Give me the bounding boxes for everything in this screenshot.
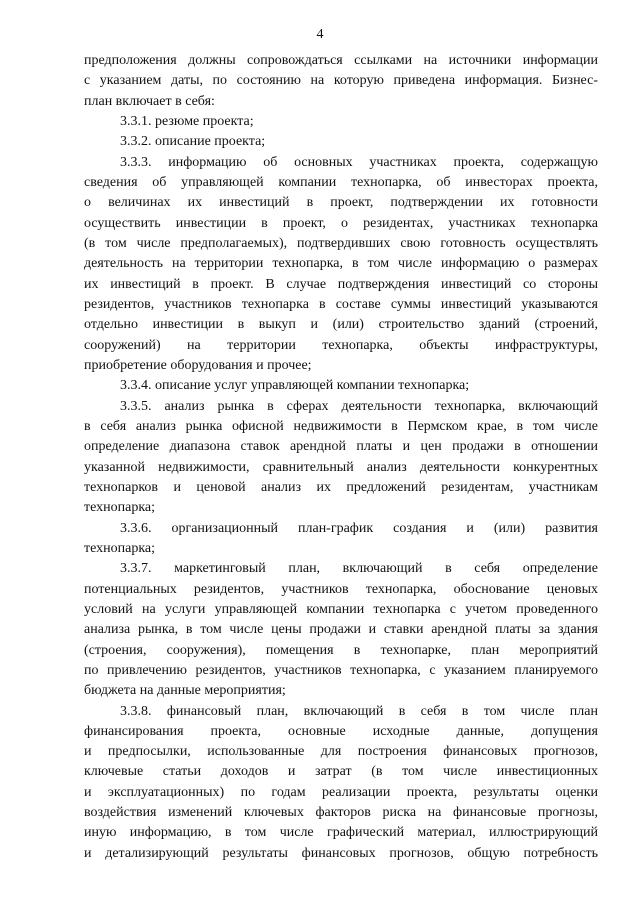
text-line: деятельность на территории технопарка, в том числе информацию о размерах — [84, 256, 598, 272]
text-line: резидентов, участников технопарка в составе суммы инвестиций указываются — [84, 296, 598, 312]
text-line: и эксплуатационных) по годам реализации проекта, результаты оценки — [84, 784, 598, 800]
text-line: технопарков и ценовой анализ их предложений резидентам, участникам — [84, 479, 598, 495]
text-line: потенциальных резидентов, участников технопарка, обоснование ценовых — [84, 581, 598, 597]
text-line: финансирования проекта, основные исходные данные, допущения — [84, 723, 598, 739]
text-line: предположения должны сопровождаться ссылками на источники информации — [84, 53, 598, 68]
list-item-3-3-3: 3.3.3. информацию об основных участниках проекта, содержащую — [120, 154, 598, 170]
text-line: и детализирующий результаты финансовых прогнозов, общую потребность — [84, 845, 598, 861]
list-item-3-3-6: 3.3.6. организационный план-график создания и (или) развития — [120, 520, 598, 536]
text-line: иную информацию, в том числе графический материал, иллюстрирующий — [84, 825, 598, 841]
list-item-3-3-2: 3.3.2. описание проекта; — [120, 134, 266, 150]
text-line: с указанием даты, по состоянию на которую приведена информация. Бизнес- — [84, 73, 598, 89]
text-line: в себя анализ рынка офисной недвижимости в Пермском крае, в том числе — [84, 418, 598, 434]
text-line: анализа рынка, в том числе цены продажи и ставки арендной платы за здания — [84, 622, 598, 638]
text-line: и предпосылки, использованные для построения финансовых прогнозов, — [84, 744, 598, 760]
text-line: технопарка; — [84, 500, 156, 516]
list-item-3-3-4: 3.3.4. описание услуг управляющей компании технопарка; — [120, 378, 470, 394]
list-item-3-3-5: 3.3.5. анализ рынка в сферах деятельности технопарка, включающий — [120, 398, 598, 414]
text-line: по привлечению резидентов, участников технопарка, с указанием планируемого — [84, 662, 598, 678]
text-line: ключевые статьи доходов и затрат (в том числе инвестиционных — [84, 764, 598, 780]
text-line: (строения, сооружения), помещения в технопарке, план мероприятий — [84, 642, 598, 658]
document-body — [84, 51, 598, 864]
text-line: сооружений) на территории технопарка, объекты инфраструктуры, — [84, 337, 598, 353]
list-item-3-3-1: 3.3.1. резюме проекта; — [120, 113, 254, 129]
text-line: технопарка; — [84, 540, 156, 556]
text-line: условий на услуги управляющей компании технопарка с учетом проведенного — [84, 601, 598, 617]
text-line: определение диапазона ставок арендной платы и цен продажи в отношении — [84, 439, 598, 455]
list-item-3-3-8: 3.3.8. финансовый план, включающий в себя в том числе план — [120, 703, 598, 719]
text-line: отдельно инвестиции в выкуп и (или) строительство зданий (строений, — [84, 317, 598, 333]
page-number: 4 — [316, 27, 324, 42]
text-line: указанной недвижимости, сравнительный анализ деятельности конкурентных — [84, 459, 598, 475]
text-line: приобретение оборудования и прочее; — [84, 357, 312, 373]
text-line: воздействия изменений ключевых факторов риска на финансовые прогнозы, — [84, 805, 598, 821]
text-line: сведения об управляющей компании технопарка, об инвесторах проекта, — [84, 174, 598, 190]
text-line: бюджета на данные мероприятия; — [84, 683, 286, 699]
text-line: осуществить инвестиции в проект, о резидентах, участниках технопарка — [84, 215, 598, 231]
text-line: о величинах их инвестиций в проект, подтверждении их готовности — [84, 195, 598, 211]
text-line: (в том числе предполагаемых), подтвердивших свою готовность осуществлять — [84, 235, 598, 251]
list-item-3-3-7: 3.3.7. маркетинговый план, включающий в себя определение — [120, 561, 598, 577]
text-line: их инвестиций в проект. В случае подтверждения инвестиций со стороны — [84, 276, 598, 292]
text-line: план включает в себя: — [84, 93, 215, 109]
